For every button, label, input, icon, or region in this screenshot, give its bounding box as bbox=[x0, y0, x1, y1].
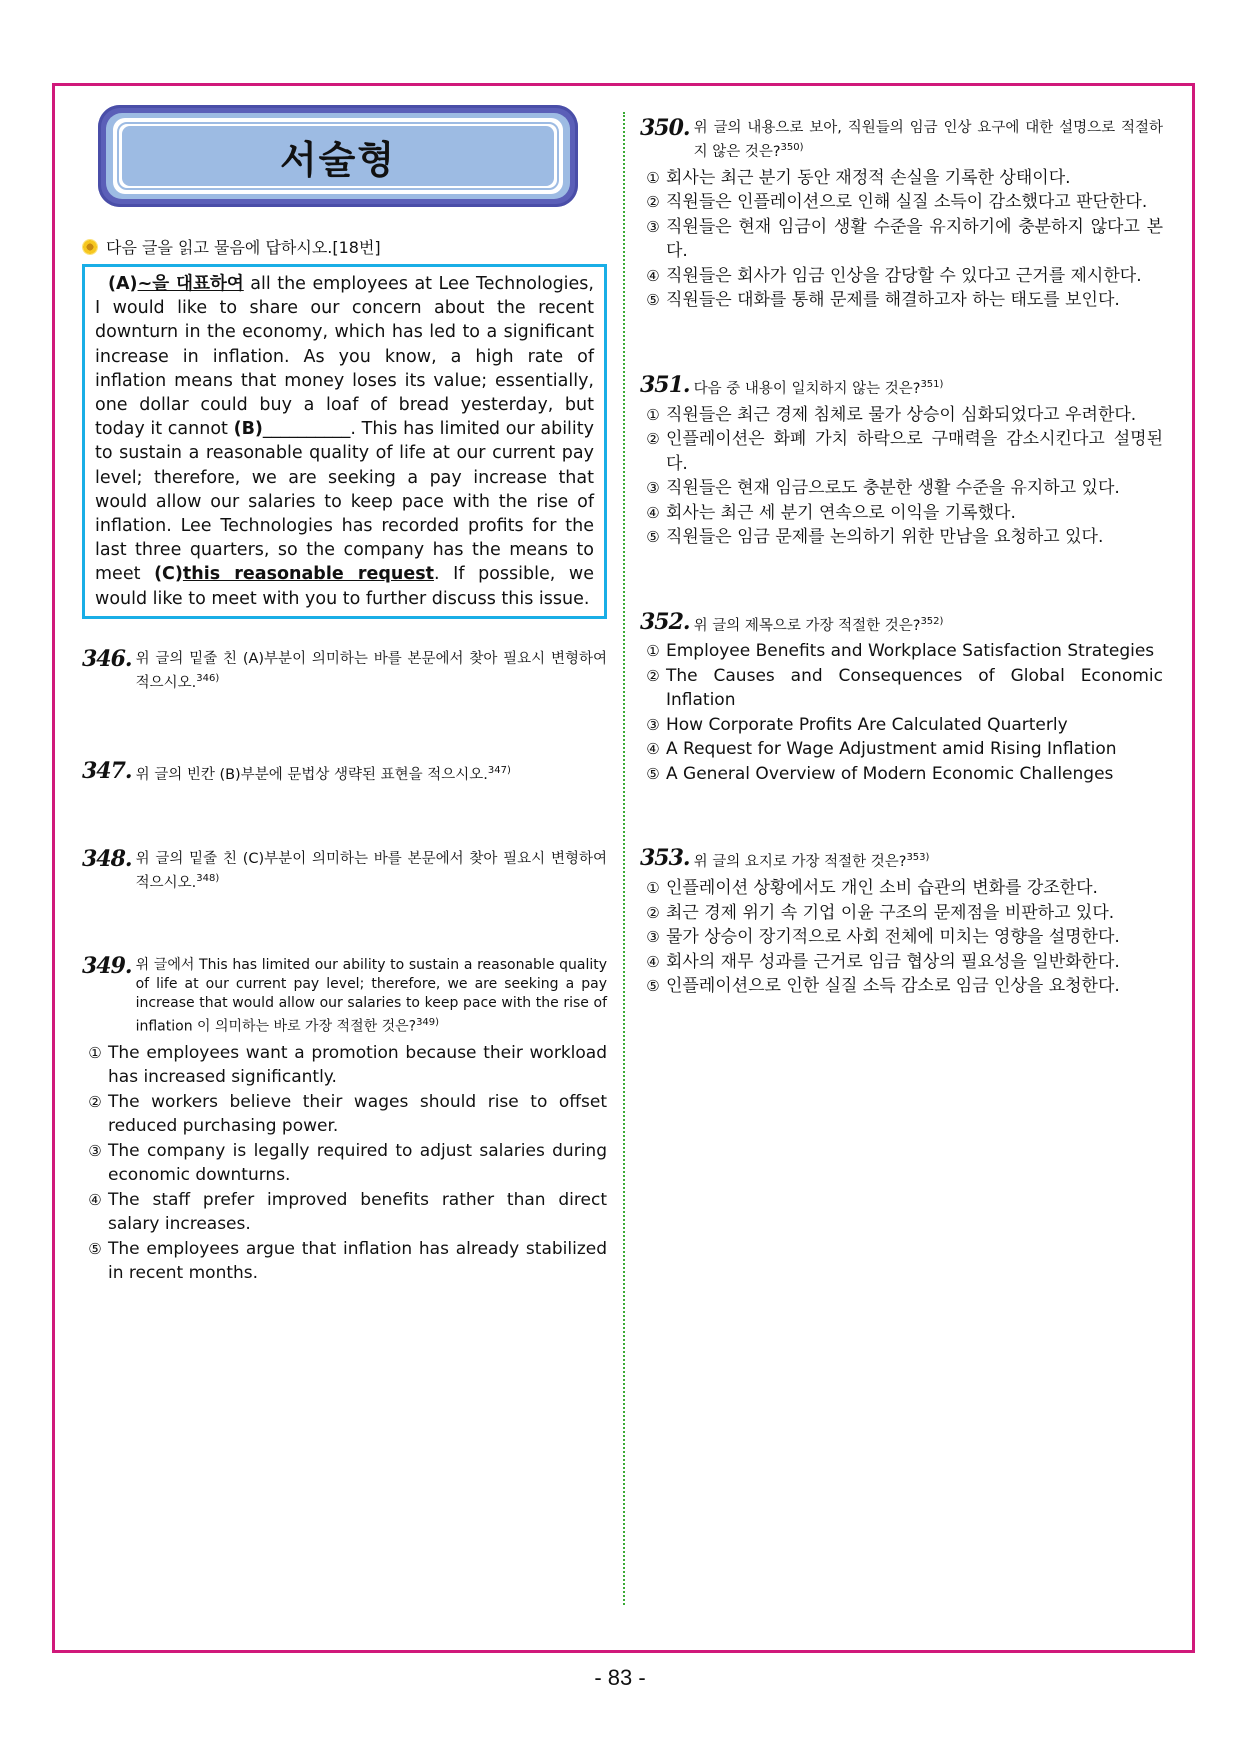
question-347 bbox=[82, 757, 607, 785]
left-column bbox=[82, 105, 607, 1286]
footnote-mark: 351) bbox=[920, 378, 944, 390]
page-number: - 83 - bbox=[594, 1665, 646, 1690]
option-1[interactable]: ① 회사는 최근 분기 동안 재정적 손실을 기록한 상태이다. bbox=[646, 167, 1071, 188]
question-number: 353. bbox=[640, 845, 690, 872]
question-number: 351. bbox=[640, 371, 690, 398]
question-number: 346. bbox=[82, 645, 132, 672]
option-4[interactable]: ④ 회사는 최근 세 분기 연속으로 이익을 기록했다. bbox=[646, 502, 1016, 523]
question-number: 347. bbox=[82, 757, 132, 784]
passage-text-2: . This has limited our ability to sustain a reasonable quality of life at our current pay level; therefore, we are seeking a pay increase that would allow our salaries to keep pace with the rise of inflation. Lee Technologies has recorded profits for the last three quarters, so the company has the means to meet bbox=[95, 419, 594, 585]
option-3[interactable]: ③ The company is legally required to adjust salaries during economic downturns. bbox=[88, 1140, 607, 1186]
footnote-mark: 349) bbox=[416, 1017, 440, 1029]
underlined-a: ~을 대표하여 bbox=[137, 274, 244, 294]
option-4[interactable]: ④ 직원들은 회사가 임금 인상을 감당할 수 있다고 근거를 제시한다. bbox=[646, 265, 1142, 286]
right-column bbox=[640, 115, 1163, 999]
option-3[interactable]: ③ 직원들은 현재 임금으로도 충분한 생활 수준을 유지하고 있다. bbox=[646, 478, 1120, 499]
option-2[interactable]: ② 인플레이션은 화폐 가치 하락으로 구매력을 감소시킨다고 설명된다. bbox=[646, 429, 1163, 474]
blank-b: __________ bbox=[262, 419, 351, 440]
option-1[interactable]: ① 직원들은 최근 경제 침체로 물가 상승이 심화되었다고 우려한다. bbox=[646, 404, 1137, 425]
instruction-text: 다음 글을 읽고 물음에 답하시오.[18번] bbox=[106, 238, 381, 257]
question-353 bbox=[640, 845, 1163, 998]
option-2[interactable]: ② The workers believe their wages should rise to offset reduced purchasing power. bbox=[88, 1091, 607, 1137]
option-1[interactable]: ① The employees want a promotion because their workload has increased significantly. bbox=[88, 1042, 607, 1088]
footnote-mark: 348) bbox=[196, 872, 220, 884]
options-351 bbox=[640, 403, 1163, 550]
options-352 bbox=[640, 639, 1163, 786]
options-349 bbox=[82, 1041, 607, 1286]
footnote-mark: 350) bbox=[780, 142, 804, 153]
options-353 bbox=[640, 876, 1163, 999]
question-350 bbox=[640, 115, 1163, 313]
question-text: 위 글의 요지로 가장 적절한 것은? bbox=[693, 854, 907, 871]
footnote-mark: 352) bbox=[920, 615, 944, 627]
reading-passage bbox=[82, 264, 607, 619]
option-1[interactable]: ① Employee Benefits and Workplace Satisfaction Strategies bbox=[646, 641, 1155, 662]
column-divider bbox=[623, 112, 625, 1605]
underlined-c: this reasonable request bbox=[182, 564, 434, 585]
question-number: 348. bbox=[82, 845, 132, 872]
question-346 bbox=[82, 645, 607, 693]
question-text: 위 글의 내용으로 보아, 직원들의 임금 인상 요구에 대한 설명으로 적절하지 않은 것은? bbox=[693, 120, 1163, 160]
question-number: 350. bbox=[640, 115, 690, 141]
option-5[interactable]: ⑤ 직원들은 대화를 통해 문제를 해결하고자 하는 태도를 보인다. bbox=[646, 290, 1120, 311]
question-352 bbox=[640, 608, 1163, 787]
option-3[interactable]: ③ How Corporate Profits Are Calculated Quarterly bbox=[646, 714, 1068, 735]
label-c: (C) bbox=[154, 564, 183, 585]
option-5[interactable]: ⑤ The employees argue that inflation has already stabilized in recent months. bbox=[88, 1238, 607, 1284]
sun-bullet-icon bbox=[82, 239, 98, 255]
options-350 bbox=[640, 166, 1163, 313]
option-4[interactable]: ④ 회사의 재무 성과를 근거로 임금 협상의 필요성을 일반화한다. bbox=[646, 951, 1120, 972]
passage-text-3: . If possible, we would like to meet with you to further discuss this issue. bbox=[95, 564, 594, 609]
footnote-mark: 346) bbox=[196, 672, 220, 684]
question-348 bbox=[82, 845, 607, 893]
option-3[interactable]: ③ 직원들은 현재 임금이 생활 수준을 유지하기에 충분하지 않다고 본다. bbox=[646, 216, 1163, 262]
section-title: 서술형 bbox=[279, 137, 397, 182]
label-a: (A) bbox=[108, 274, 138, 294]
option-5[interactable]: ⑤ 인플레이션으로 인한 실질 소득 감소로 임금 인상을 요청한다. bbox=[646, 976, 1120, 997]
option-2[interactable]: ② The Causes and Consequences of Global Economic Inflation bbox=[646, 665, 1163, 711]
option-2[interactable]: ② 최근 경제 위기 속 기업 이윤 구조의 문제점을 비판하고 있다. bbox=[646, 902, 1115, 923]
footnote-mark: 347) bbox=[487, 764, 511, 776]
option-5[interactable]: ⑤ 직원들은 임금 문제를 논의하기 위한 만남을 요청하고 있다. bbox=[646, 527, 1104, 548]
question-number: 352. bbox=[640, 608, 690, 635]
question-349 bbox=[82, 953, 608, 1286]
question-prefix: 위 글에서 bbox=[135, 957, 195, 974]
question-suffix: 이 의미하는 바로 가장 적절한 것은? bbox=[197, 1018, 417, 1035]
section-title-banner bbox=[98, 105, 578, 207]
option-4[interactable]: ④ The staff prefer improved benefits rather than direct salary increases. bbox=[88, 1189, 607, 1235]
option-1[interactable]: ① 인플레이션 상황에서도 개인 소비 습관의 변화를 강조한다. bbox=[646, 878, 1098, 899]
question-text: 위 글의 빈칸 (B)부분에 문법상 생략된 표현을 적으시오. bbox=[135, 766, 488, 783]
question-text: 다음 중 내용이 일치하지 않는 것은? bbox=[693, 380, 921, 397]
question-text: 위 글의 제목으로 가장 적절한 것은? bbox=[693, 617, 921, 634]
passage-text-1: all the employees at Lee Technologies, I would like to share our concern about the recent downturn in the economy, which has led to a significant increase in inflation. As you know, a high rate of inflation means that money loses its value; essentially, one dollar could buy a loaf of bread yesterday, but today it cannot bbox=[95, 274, 594, 440]
option-3[interactable]: ③ 물가 상승이 장기적으로 사회 전체에 미치는 영향을 설명한다. bbox=[646, 927, 1120, 948]
question-351 bbox=[640, 371, 1163, 550]
instruction bbox=[82, 235, 607, 258]
question-number: 349. bbox=[82, 953, 132, 980]
label-b: (B) bbox=[233, 419, 263, 440]
question-text: 위 글의 밑줄 친 (A)부분이 의미하는 바를 본문에서 찾아 필요시 변형하여 적으시오. bbox=[135, 650, 607, 691]
question-quote: This has limited our ability to sustain a reasonable quality of life at our current pay level; therefore, we are seeking a pay increase that would allow our salaries to keep pace with the rise of inflation bbox=[135, 957, 608, 1035]
option-5[interactable]: ⑤ A General Overview of Modern Economic Challenges bbox=[646, 763, 1114, 784]
footnote-mark: 353) bbox=[906, 852, 930, 864]
question-text: 위 글의 밑줄 친 (C)부분이 의미하는 바를 본문에서 찾아 필요시 변형하여 적으시오. bbox=[135, 850, 607, 891]
option-2[interactable]: ② 직원들은 인플레이션으로 인해 실질 소득이 감소했다고 판단한다. bbox=[646, 192, 1148, 213]
option-4[interactable]: ④ A Request for Wage Adjustment amid Rising Inflation bbox=[646, 739, 1117, 760]
